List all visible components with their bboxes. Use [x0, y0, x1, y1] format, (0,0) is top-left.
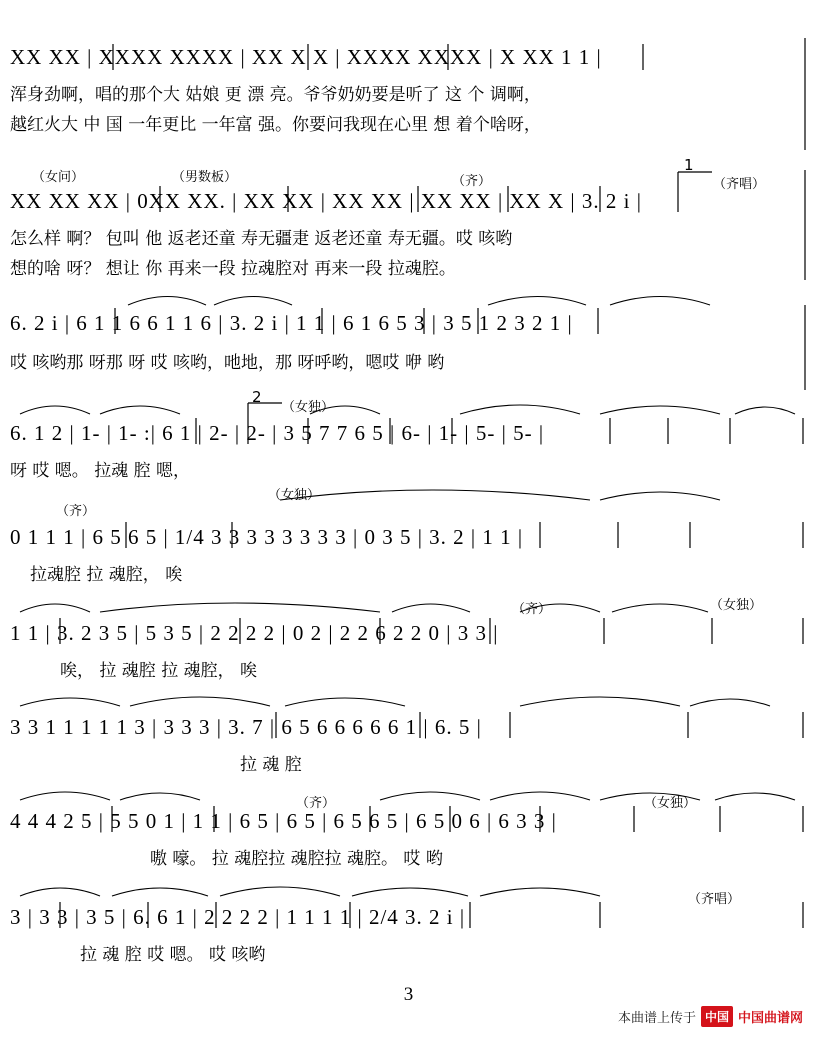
annotation-female-solo-2: （女独） — [268, 488, 321, 503]
system-4-notes — [10, 416, 807, 446]
repeat-ending-1-label: 1 — [684, 156, 694, 174]
credit-text: 本曲谱上传于 — [617, 1011, 696, 1026]
lyrics-8-line-1: 嗷 嚎。 拉 魂腔拉 魂腔拉 魂腔。 哎 哟 — [150, 849, 443, 869]
annotation-male-rap: （男数板） — [172, 170, 238, 185]
annotation-unison-2: （齐） — [56, 504, 96, 519]
system-6-notes — [10, 616, 807, 646]
annotation-female-solo-3: （女独） — [710, 598, 763, 613]
repeat-ending-2-label: 2 — [252, 388, 262, 406]
notation-row-2: XX XX XX | 0XX XX. | XX XX | XX XX | XX XX | XX X | 3. 2 i | — [10, 189, 642, 213]
annotation-female-solo-4: （女独） — [644, 796, 697, 811]
notation-row-7: 3 3 1 1 1 1 1 3 | 3 3 3 | 3. 7 | 6 5 6 6 6 6 6 1 | 6. 5 | — [10, 715, 482, 739]
lyrics-2-line-2: 想的啥 呀？ 想让 你 再来一段 拉魂腔对 再来一段 拉魂腔。 — [10, 259, 456, 279]
lyrics-7-line-1: 拉 魂 腔 — [240, 755, 302, 775]
page-number: 3 — [403, 984, 414, 1005]
notation-row-4: 6. 1 2 | 1- | 1- :| 6 1 | 2- | 2- | 3 5 7 7 6 5 | 6- | 1- | 5- | 5- | — [10, 421, 545, 445]
notation-row-1: XX XX | XXXX XXXX | XX X X | XXXX XXXX | X XX 1 1 | — [10, 45, 602, 69]
lyrics-2-line-1: 怎么样 啊？ 包叫 他 返老还童 寿无疆疌 返老还童 寿无疆。哎 咳哟 — [10, 229, 513, 249]
notation-row-3: 6. 2 i | 6 1 1 6 6 1 1 6 | 3. 2 i | 1 1 | 6 1 6 5 3 | 3 5 1 2 3 2 1 | — [10, 311, 573, 335]
system-8-notes — [10, 804, 807, 834]
lyrics-6-line-1: 唉， 拉 魂腔 拉 魂腔， 唉 — [60, 661, 258, 681]
lyrics-4-line-1: 呀 哎 嗯。 拉魂 腔 嗯， — [10, 461, 191, 481]
annotation-unison-3: （齐） — [512, 602, 552, 617]
annotation-female-question: （女问） — [32, 170, 85, 185]
system-5-notes — [10, 520, 807, 550]
site-name[interactable]: 中国曲谱网 — [737, 1011, 803, 1026]
system-3-notes — [10, 306, 807, 336]
site-logo-icon: 中国 — [701, 1006, 733, 1027]
notation-row-8: 4 4 4 2 5 | 5 5 0 1 | 1 1 | 6 5 | 6 5 | 6 5 6 5 | 6 5 0 6 | 6 3 3 | — [10, 809, 557, 833]
annotation-unison-chorus-2: （齐唱） — [688, 892, 741, 907]
lyrics-3-line-1: 哎 咳哟那 呀那 呀 哎 咳哟，吔地，那 呀呼哟，嗯哎 咿 哟 — [10, 353, 445, 373]
notation-row-5: 0 1 1 1 | 6 5 6 5 | 1/4 3 3 3 3 3 3 3 3 | 0 3 5 | 3. 2 | 1 1 | — [10, 525, 524, 549]
system-2-notes — [10, 184, 807, 214]
notation-row-6: 1 1 | 3. 2 3 5 | 5 3 5 | 2 2 2 2 | 0 2 | 2 2 6 2 2 0 | 3 3 | — [10, 621, 499, 645]
notation-row-9: 3 | 3 3 | 3 5 | 6. 6 1 | 2 2 2 2 | 1 1 1 1 | 2/4 3. 2 i | — [10, 905, 466, 929]
lyrics-1-line-2: 越红火大 中 国 一年更比 一年富 强。你要问我现在心里 想 着个啥呀， — [10, 115, 541, 135]
system-1-notes — [10, 40, 807, 70]
system-7-notes — [10, 710, 807, 740]
upload-credit — [618, 1006, 803, 1027]
annotation-unison-chorus: （齐唱） — [713, 177, 766, 192]
system-9-notes — [10, 900, 807, 930]
annotation-unison: （齐） — [452, 174, 492, 189]
lyrics-1-line-1: 浑身劲啊，唱的那个大 姑娘 更 漂 亮。爷爷奶奶要是听了 这 个 调啊， — [10, 85, 541, 105]
annotation-female-solo-1: （女独） — [282, 400, 335, 415]
lyrics-9-line-1: 拉 魂 腔 哎 嗯。 哎 咳哟 — [80, 945, 266, 965]
lyrics-5-line-1: 拉魂腔 拉 魂腔， 唉 — [30, 565, 183, 585]
annotation-unison-4: （齐） — [296, 796, 336, 811]
